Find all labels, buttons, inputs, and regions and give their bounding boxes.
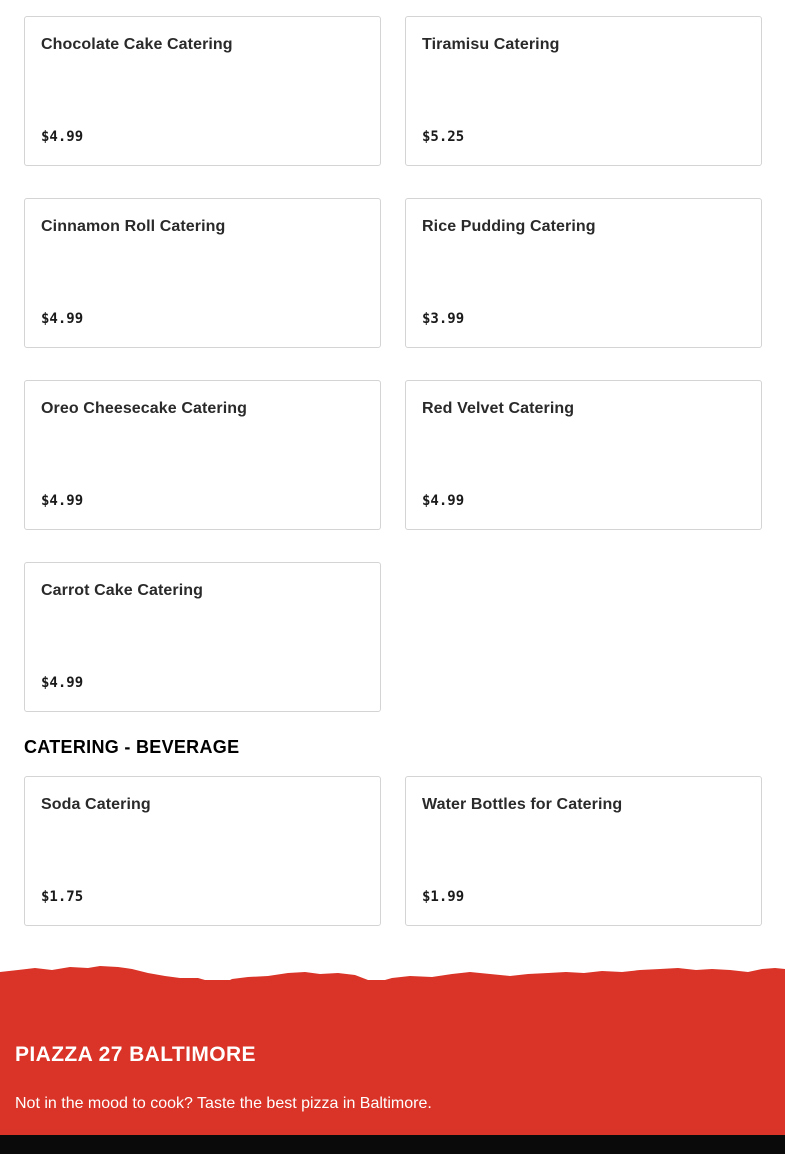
- section-title-beverage: CATERING - BEVERAGE: [24, 737, 240, 757]
- menu-item-name: Chocolate Cake Catering: [41, 36, 233, 53]
- footer-brand-title: PIAZZA 27 BALTIMORE: [15, 1043, 256, 1066]
- menu-item-name: Cinnamon Roll Catering: [41, 218, 226, 235]
- footer-tagline: Not in the mood to cook? Taste the best pizza in Baltimore.: [15, 1095, 432, 1112]
- bottom-bar: [0, 1135, 785, 1154]
- menu-item-name: Carrot Cake Catering: [41, 582, 204, 599]
- menu-item-price: $5.25: [422, 129, 465, 145]
- menu-item-card[interactable]: [405, 198, 762, 348]
- menu-item-price: $4.99: [41, 493, 84, 509]
- menu-item-price: $4.99: [41, 311, 84, 327]
- menu-item-name: Oreo Cheesecake Catering: [41, 400, 248, 417]
- menu-item-price: $4.99: [41, 675, 84, 691]
- menu-item-card[interactable]: [405, 776, 762, 926]
- menu-item-card[interactable]: [24, 198, 381, 348]
- menu-item-name: Red Velvet Catering: [422, 400, 575, 417]
- menu-item-card[interactable]: [24, 776, 381, 926]
- menu-item-card[interactable]: [405, 380, 762, 530]
- menu-item-price: $1.75: [41, 889, 84, 905]
- menu-item-price: $4.99: [422, 493, 465, 509]
- menu-item-price: $4.99: [41, 129, 84, 145]
- menu-item-card[interactable]: [405, 16, 762, 166]
- menu-item-card[interactable]: [24, 16, 381, 166]
- menu-item-name: Water Bottles for Catering: [422, 796, 623, 813]
- menu-item-card[interactable]: [24, 562, 381, 712]
- menu-item-price: $3.99: [422, 311, 465, 327]
- menu-item-card[interactable]: [24, 380, 381, 530]
- menu-item-name: Rice Pudding Catering: [422, 218, 596, 235]
- site-footer: [0, 960, 785, 1135]
- menu-item-price: $1.99: [422, 889, 465, 905]
- menu-item-name: Soda Catering: [41, 796, 151, 813]
- menu-item-name: Tiramisu Catering: [422, 36, 560, 53]
